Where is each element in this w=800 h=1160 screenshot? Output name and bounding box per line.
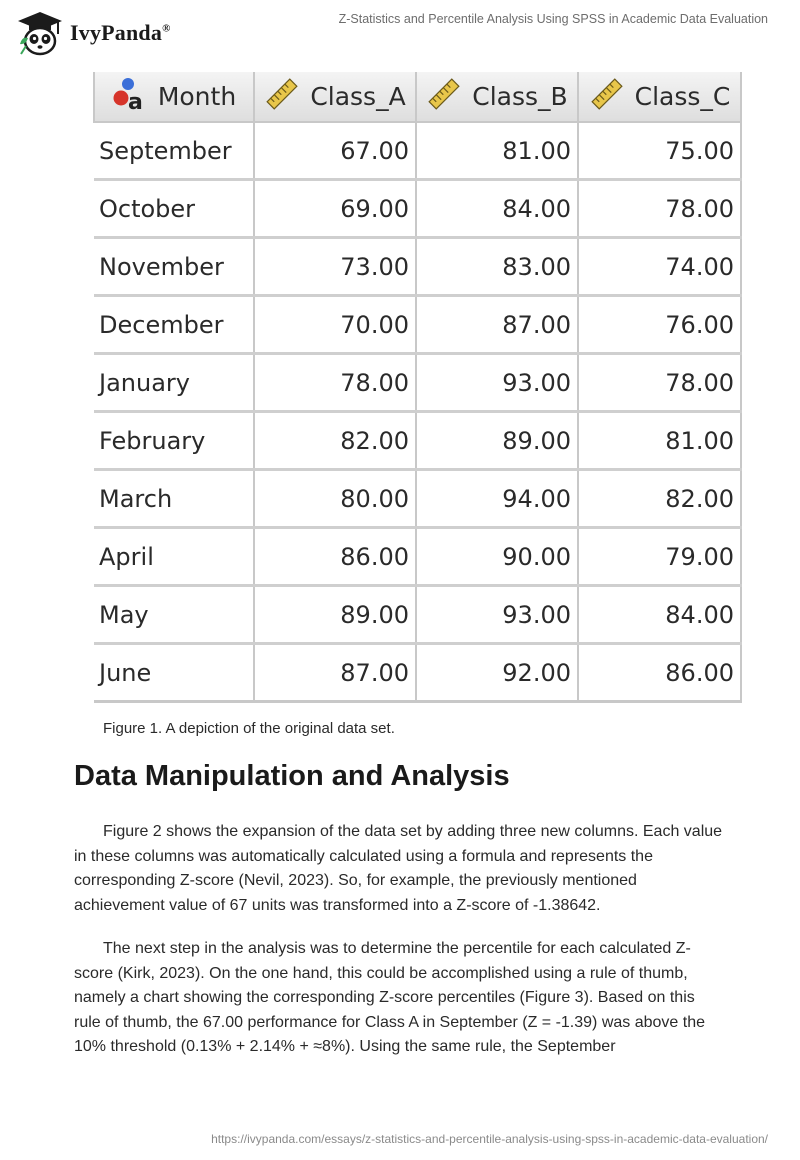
- panda-graduate-icon: [16, 10, 64, 56]
- spss-data-table: [93, 72, 742, 703]
- nominal-variable-icon: [112, 76, 148, 118]
- column-header-class-a[interactable]: [254, 72, 416, 122]
- column-header-class-b[interactable]: [416, 72, 578, 122]
- cell-class-c[interactable]: 76.00: [578, 296, 741, 354]
- table-row: [94, 354, 741, 412]
- cell-class-c[interactable]: 82.00: [578, 470, 741, 528]
- cell-class-c[interactable]: 84.00: [578, 586, 741, 644]
- table-row: [94, 528, 741, 586]
- body-paragraph: The next step in the analysis was to determine the percentile for each calculated Z-score (Kirk, 2023). On the one hand, this could be accomplished using a rule of thumb, namely a chart showing the corresponding Z-score percentiles (Figure 3). Based on this rule of thumb, the 67.00 performance for Class A in September (Z = -1.39) was above the 10% threshold (0.13% + 2.14% + ≈8%). Using the same rule, the September: [74, 940, 705, 1055]
- scale-ruler-icon: [426, 77, 462, 117]
- cell-class-c[interactable]: 81.00: [578, 412, 741, 470]
- ivypanda-logo[interactable]: [16, 10, 171, 56]
- cell-month[interactable]: April: [94, 528, 254, 586]
- table-row: [94, 238, 741, 296]
- column-label: Class_C: [634, 82, 731, 111]
- cell-month[interactable]: February: [94, 412, 254, 470]
- table-row: [94, 644, 741, 702]
- cell-month[interactable]: January: [94, 354, 254, 412]
- table-row: [94, 412, 741, 470]
- cell-class-a[interactable]: 69.00: [254, 180, 416, 238]
- cell-class-a[interactable]: 87.00: [254, 644, 416, 702]
- cell-class-b[interactable]: 92.00: [416, 644, 578, 702]
- cell-month[interactable]: June: [94, 644, 254, 702]
- body-paragraph: Figure 2 shows the expansion of the data set by adding three new columns. Each value in these columns was automatically calculated using a formula and represents the corresponding Z-score (Nevil, 2023). So, for example, the previously mentioned achievement value of 67 units was transformed into a Z-score of -1.38642.: [74, 823, 723, 914]
- cell-class-c[interactable]: 75.00: [578, 122, 741, 180]
- cell-class-c[interactable]: 78.00: [578, 354, 741, 412]
- cell-class-b[interactable]: 93.00: [416, 586, 578, 644]
- cell-class-b[interactable]: 93.00: [416, 354, 578, 412]
- column-label: Class_B: [472, 82, 568, 111]
- section-heading: Data Manipulation and Analysis: [74, 760, 510, 792]
- scale-ruler-icon: [589, 77, 625, 117]
- table-row: [94, 180, 741, 238]
- cell-class-a[interactable]: 89.00: [254, 586, 416, 644]
- cell-month[interactable]: March: [94, 470, 254, 528]
- cell-class-c[interactable]: 79.00: [578, 528, 741, 586]
- document-title: Z-Statistics and Percentile Analysis Using SPSS in Academic Data Evaluation: [338, 12, 768, 26]
- cell-class-a[interactable]: 82.00: [254, 412, 416, 470]
- cell-class-b[interactable]: 94.00: [416, 470, 578, 528]
- cell-class-c[interactable]: 74.00: [578, 238, 741, 296]
- figure-caption: Figure 1. A depiction of the original data set.: [103, 720, 395, 737]
- cell-class-b[interactable]: 87.00: [416, 296, 578, 354]
- column-label: Class_A: [310, 82, 406, 111]
- cell-class-a[interactable]: 70.00: [254, 296, 416, 354]
- table-row: [94, 470, 741, 528]
- cell-class-b[interactable]: 83.00: [416, 238, 578, 296]
- cell-class-a[interactable]: 86.00: [254, 528, 416, 586]
- cell-class-a[interactable]: 80.00: [254, 470, 416, 528]
- column-header-class-c[interactable]: [578, 72, 741, 122]
- cell-month[interactable]: September: [94, 122, 254, 180]
- table-header-row: [94, 72, 741, 122]
- cell-class-a[interactable]: 78.00: [254, 354, 416, 412]
- column-header-month[interactable]: [94, 72, 254, 122]
- table-row: [94, 122, 741, 180]
- cell-month[interactable]: May: [94, 586, 254, 644]
- table-row: [94, 296, 741, 354]
- cell-class-c[interactable]: 78.00: [578, 180, 741, 238]
- cell-class-b[interactable]: 84.00: [416, 180, 578, 238]
- table-row: [94, 586, 741, 644]
- brand-name: IvyPanda®: [70, 20, 171, 45]
- cell-month[interactable]: December: [94, 296, 254, 354]
- cell-class-c[interactable]: 86.00: [578, 644, 741, 702]
- cell-class-b[interactable]: 90.00: [416, 528, 578, 586]
- footer-url[interactable]: https://ivypanda.com/essays/z-statistics-and-percentile-analysis-using-spss-in-academic-data-evaluation/: [211, 1132, 768, 1146]
- cell-month[interactable]: October: [94, 180, 254, 238]
- cell-class-a[interactable]: 73.00: [254, 238, 416, 296]
- column-label: Month: [157, 82, 237, 111]
- cell-class-b[interactable]: 89.00: [416, 412, 578, 470]
- cell-class-a[interactable]: 67.00: [254, 122, 416, 180]
- cell-class-b[interactable]: 81.00: [416, 122, 578, 180]
- svg-text:a: a: [127, 89, 143, 112]
- scale-ruler-icon: [264, 77, 300, 117]
- cell-month[interactable]: November: [94, 238, 254, 296]
